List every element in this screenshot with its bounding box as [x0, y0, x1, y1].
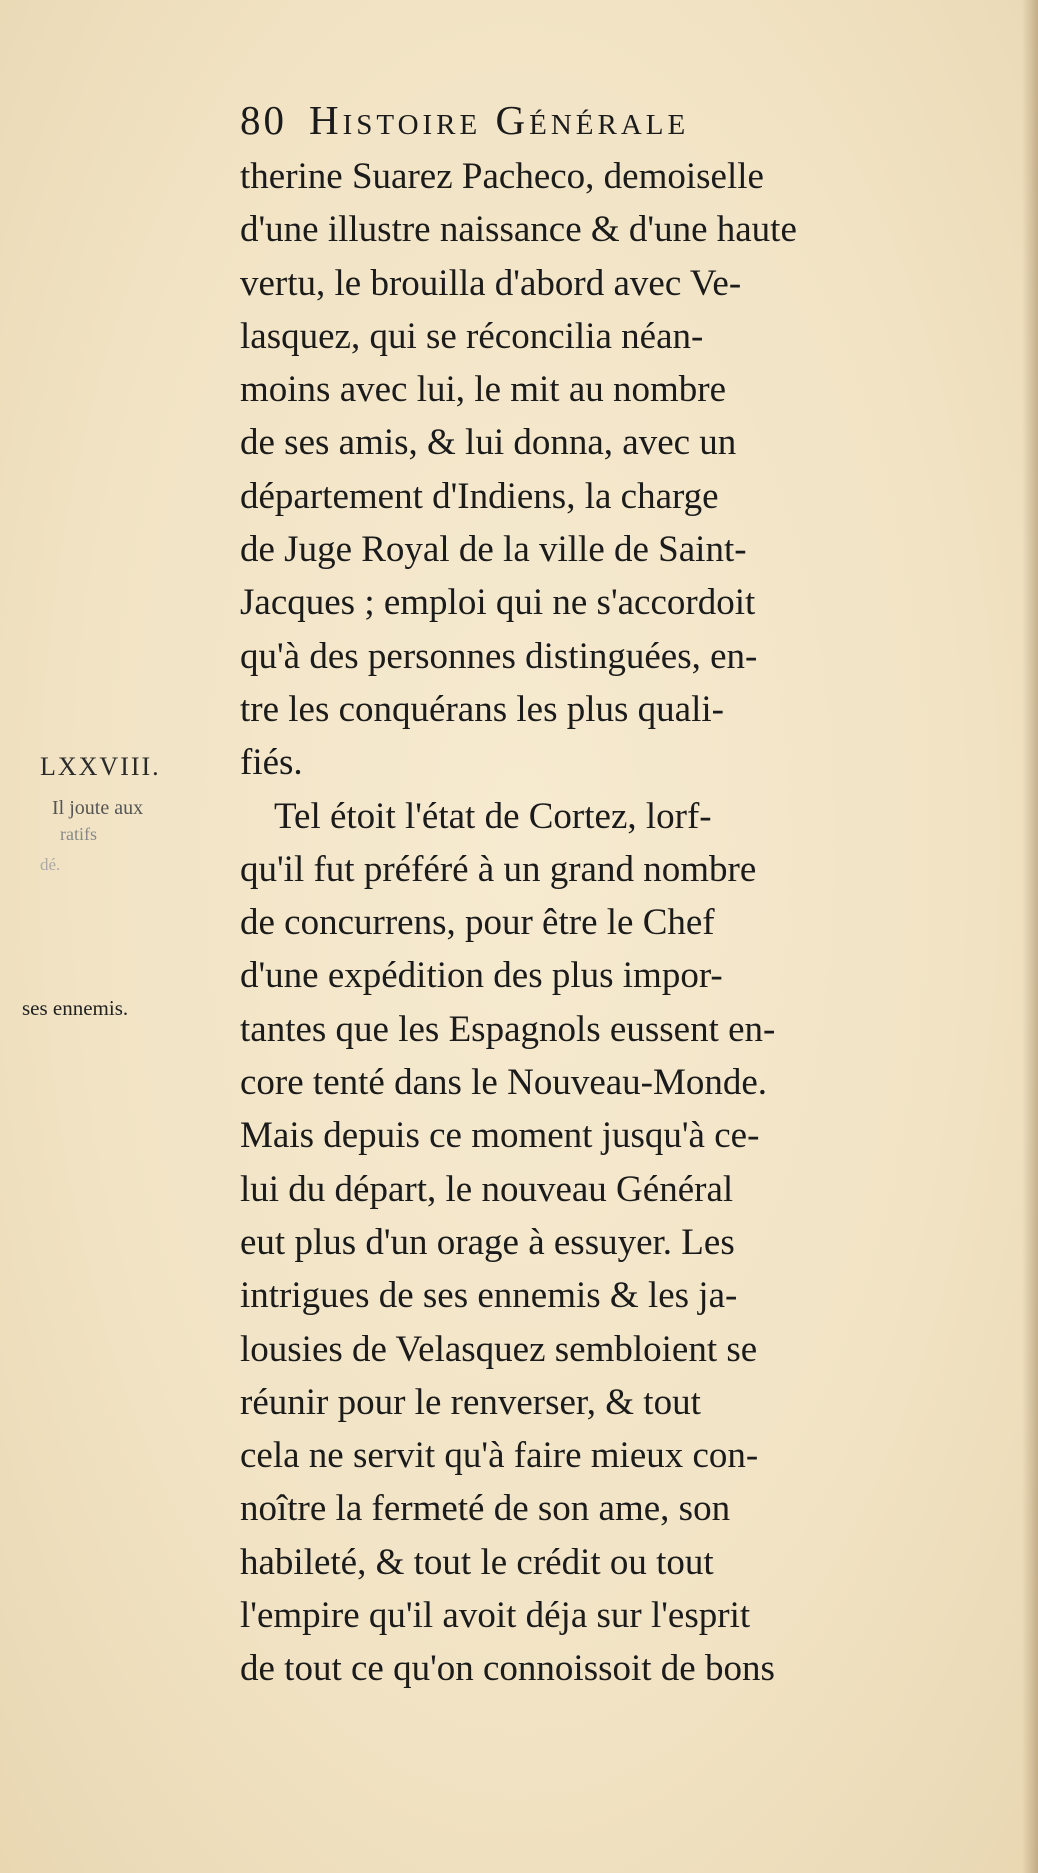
- margin-note-line: Il joute aux: [52, 797, 144, 819]
- margin-note-line: dé.: [40, 855, 61, 874]
- text-line: l'empire qu'il avoit déja sur l'esprit: [240, 1595, 751, 1637]
- text-line: Jacques ; emploi qui ne s'accordoit: [240, 582, 756, 624]
- text-line: core tenté dans le Nouveau-Monde.: [240, 1062, 768, 1104]
- text-line: qu'à des personnes distinguées, en-: [240, 635, 758, 677]
- text-line: de ses amis, & lui donna, avec un: [240, 422, 737, 464]
- text-line: Tel étoit l'état de Cortez, lorf-: [274, 795, 712, 837]
- text-line: fiés.: [240, 742, 303, 784]
- text-line: habileté, & tout le crédit ou tout: [240, 1541, 714, 1583]
- text-line: tre les conquérans les plus quali-: [240, 688, 724, 730]
- body-text: [240, 150, 940, 1696]
- text-line: therine Suarez Pacheco, demoiselle: [240, 156, 764, 197]
- text-line: de concurrens, pour être le Chef: [240, 902, 715, 944]
- text-line: Mais depuis ce moment jusqu'à ce-: [240, 1115, 760, 1157]
- text-line: qu'il fut préféré à un grand nombre: [240, 848, 757, 890]
- text-line: tantes que les Espagnols eussent en-: [240, 1008, 776, 1050]
- page-edge-shadow: [1022, 0, 1038, 1873]
- text-line: moins avec lui, le mit au nombre: [240, 369, 727, 411]
- text-line: réunir pour le renverser, & tout: [240, 1381, 701, 1423]
- margin-note-number: LXXVIII.: [40, 752, 161, 781]
- page-number: 80: [240, 97, 287, 143]
- margin-note-line: ratifs: [60, 824, 97, 844]
- text-line: d'une illustre naissance & d'une haute: [240, 209, 797, 251]
- text-line: d'une expédition des plus impor-: [240, 955, 723, 997]
- text-line: eut plus d'un orage à essuyer. Les: [240, 1221, 735, 1263]
- text-line: lui du départ, le nouveau Général: [240, 1168, 734, 1210]
- text-line: intrigues de ses ennemis & les ja-: [240, 1275, 738, 1317]
- text-line: de Juge Royal de la ville de Saint-: [240, 529, 747, 571]
- text-line: de tout ce qu'on connoissoit de bons: [240, 1648, 775, 1690]
- margin-note-line: ses ennemis.: [22, 996, 129, 1020]
- text-line: département d'Indiens, la charge: [240, 475, 719, 517]
- text-line: lousies de Velasquez sembloient se: [240, 1328, 758, 1370]
- text-line: lasquez, qui se réconcilia néan-: [240, 315, 704, 357]
- text-line: cela ne servit qu'à faire mieux con-: [240, 1435, 759, 1477]
- running-head: Histoire Générale: [309, 97, 690, 143]
- text-line: noître la fermeté de son ame, son: [240, 1488, 731, 1530]
- text-line: vertu, le brouilla d'abord avec Ve-: [240, 262, 742, 304]
- page-header: [240, 96, 930, 146]
